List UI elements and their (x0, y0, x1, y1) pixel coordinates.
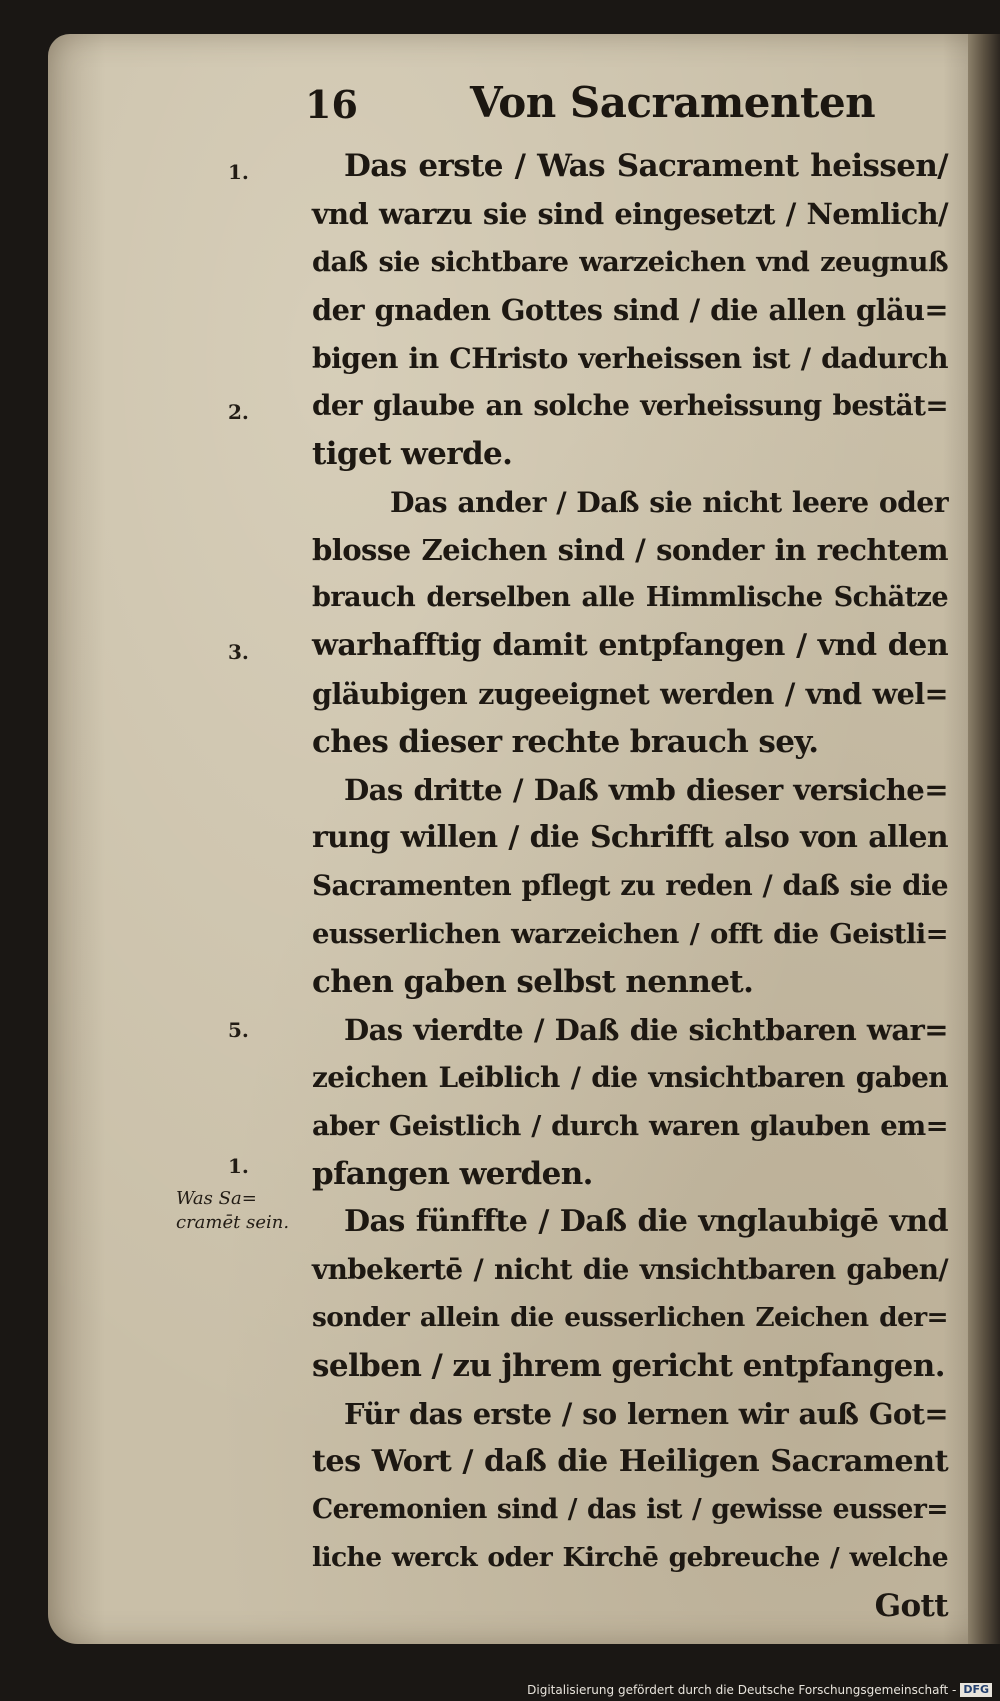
text-line: Sacramenten pflegt zu reden / daß sie die (312, 869, 948, 902)
margin-number-3: 3. (228, 640, 249, 664)
running-title: Von Sacramenten (470, 78, 876, 127)
text-line: rung willen / die Schrifft also von allen (312, 820, 948, 855)
text-line: eusserlichen warzeichen / offt die Geistli= (312, 918, 948, 950)
text-line: Das fünffte / Daß die vnglaubigē vnd (344, 1204, 948, 1239)
margin-note-line-2: cramēt sein. (176, 1212, 290, 1233)
margin-number-5: 5. (228, 1018, 249, 1042)
margin-number-1: 1. (228, 160, 249, 184)
text-line: tes Wort / daß die Heiligen Sacrament (312, 1444, 948, 1479)
text-line: vnbekertē / nicht die vnsichtbaren gaben/ (312, 1253, 948, 1286)
text-line: brauch derselben alle Himmlische Schätze (312, 582, 948, 613)
text-line: der gnaden Gottes sind / die allen gläu= (312, 293, 948, 327)
text-line: daß sie sichtbare warzeichen vnd zeugnuß (312, 246, 948, 278)
catchword: Gott (874, 1588, 948, 1624)
text-line: chen gaben selbst nennet. (312, 964, 754, 1000)
margin-number-2: 2. (228, 400, 249, 424)
text-line: gläubigen zugeeignet werden / vnd wel= (312, 677, 948, 711)
text-line: bigen in CHristo verheissen ist / dadurch (312, 341, 948, 375)
dfg-logo: DFG (960, 1683, 992, 1697)
page-header (0, 78, 1000, 142)
page-number: 16 (305, 82, 358, 127)
text-line: vnd warzu sie sind eingesetzt / Nemlich/ (312, 197, 948, 231)
text-line: Das vierdte / Daß die sichtbaren war= (344, 1013, 948, 1047)
text-line: Das ander / Daß sie nicht leere oder (390, 485, 948, 519)
text-line: pfangen werden. (312, 1156, 593, 1192)
text-line: warhafftig damit entpfangen / vnd den (312, 628, 948, 663)
text-line: liche werck oder Kirchē gebreuche / welche (312, 1542, 948, 1573)
text-line: Ceremonien sind / das ist / gewisse eusser= (312, 1494, 948, 1525)
margin-number-1b: 1. (228, 1154, 249, 1178)
text-line: sonder allein die eusserlichen Zeichen der= (312, 1302, 948, 1333)
text-line: selben / zu jhrem gericht entpfangen. (312, 1348, 945, 1384)
digitization-credit (527, 1683, 992, 1698)
text-line: aber Geistlich / durch waren glauben em= (312, 1110, 948, 1142)
text-line: blosse Zeichen sind / sonder in rechtem (312, 533, 948, 567)
margin-note-line-1: Was Sa= (176, 1188, 257, 1209)
text-line: Das dritte / Daß vmb dieser versiche= (344, 773, 948, 807)
text-line: tiget werde. (312, 436, 513, 472)
body-text (312, 142, 948, 1630)
text-line: Das erste / Was Sacrament heissen/ (344, 148, 948, 184)
text-line: ches dieser rechte brauch sey. (312, 724, 819, 760)
credit-text: Digitalisierung gefördert durch die Deutsche Forschungsgemeinschaft - (527, 1682, 957, 1697)
book-edge (968, 34, 1000, 1644)
text-line: Für das erste / so lernen wir auß Got= (344, 1397, 948, 1431)
text-line: der glaube an solche verheissung bestät= (312, 389, 948, 422)
text-line: zeichen Leiblich / die vnsichtbaren gaben (312, 1061, 948, 1094)
